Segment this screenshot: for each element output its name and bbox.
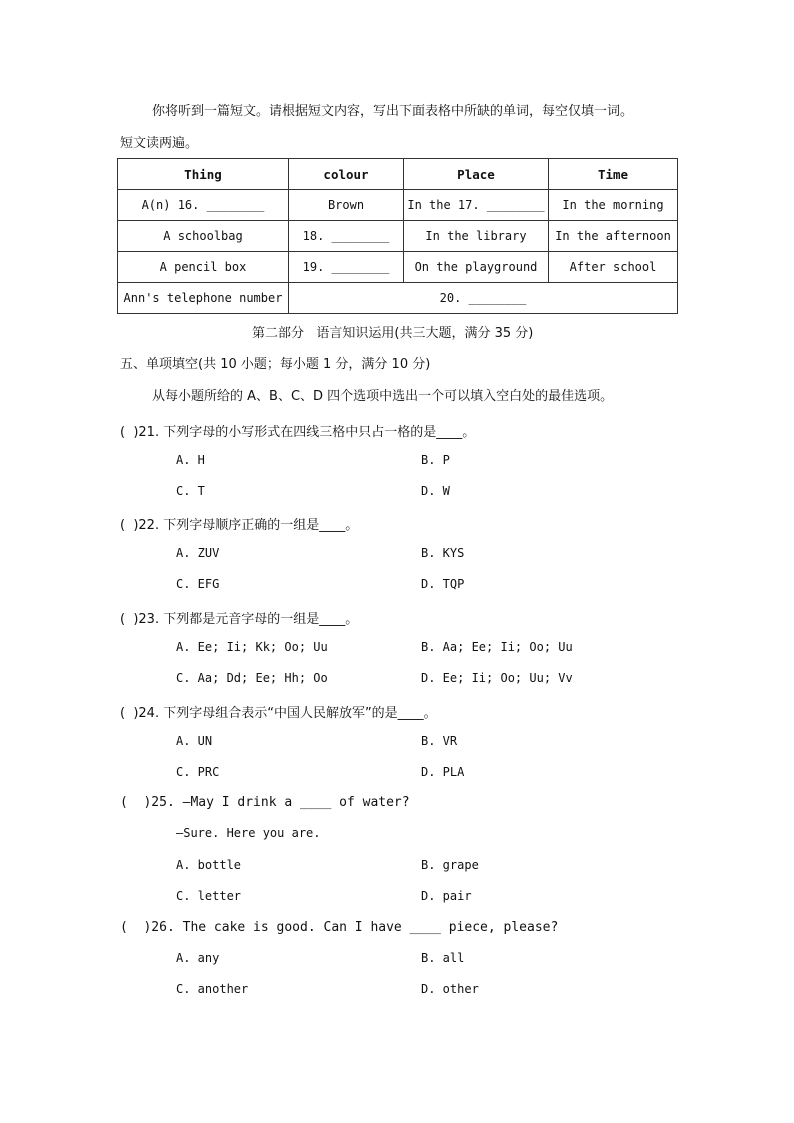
question-21-option-a: A. H bbox=[176, 453, 205, 467]
header-place: Place bbox=[404, 159, 549, 190]
table-cell: A(n) 16. ________ bbox=[118, 190, 289, 221]
table-cell: Brown bbox=[289, 190, 404, 221]
part2-title: 第二部分 语言知识运用(共三大题，满分 35 分) bbox=[252, 326, 534, 341]
question-21-option-c: C. T bbox=[176, 484, 205, 498]
table-cell: In the afternoon bbox=[549, 221, 678, 252]
table-cell: 19. ________ bbox=[289, 252, 404, 283]
question-22-option-c: C. EFG bbox=[176, 577, 220, 591]
section5-title: 五、单项填空(共 10 小题；每小题 1 分，满分 10 分) bbox=[120, 357, 431, 372]
question-21-option-b: B. P bbox=[421, 453, 450, 467]
table-row bbox=[118, 190, 678, 221]
question-26-option-b: B. all bbox=[421, 951, 465, 965]
table-cell: After school bbox=[549, 252, 678, 283]
table-cell-label: Ann's telephone number bbox=[118, 283, 289, 314]
question-26-option-c: C. another bbox=[176, 982, 249, 996]
table-cell: In the morning bbox=[549, 190, 678, 221]
question-22-option-d: D. TQP bbox=[421, 577, 465, 591]
question-25-option-b: B. grape bbox=[421, 858, 479, 872]
question-25-option-d: D. pair bbox=[421, 889, 472, 903]
question-23-stem: ( )23. 下列都是元音字母的一组是____。 bbox=[120, 612, 359, 627]
table-cell: In the 17. ________ bbox=[404, 190, 549, 221]
question-22-stem: ( )22. 下列字母顺序正确的一组是____。 bbox=[120, 518, 359, 533]
question-21-stem: ( )21. 下列字母的小写形式在四线三格中只占一格的是____。 bbox=[120, 425, 476, 440]
question-22-option-b: B. KYS bbox=[421, 546, 465, 560]
intro-line-1: 你将听到一篇短文。请根据短文内容，写出下面表格中所缺的单词，每空仅填一词。 bbox=[152, 104, 634, 119]
section5-instruction: 从每小题所给的 A、B、C、D 四个选项中选出一个可以填入空白处的最佳选项。 bbox=[152, 389, 614, 404]
table-row bbox=[118, 252, 678, 283]
table-cell: On the playground bbox=[404, 252, 549, 283]
question-23-option-d: D. Ee; Ii; Oo; Uu; Vv bbox=[421, 671, 573, 685]
table-header-row bbox=[118, 159, 678, 190]
table-cell: 18. ________ bbox=[289, 221, 404, 252]
header-time: Time bbox=[549, 159, 678, 190]
table-cell: In the library bbox=[404, 221, 549, 252]
question-25-stem: ( )25. —May I drink a ____ of water? bbox=[120, 795, 410, 810]
table-cell: A pencil box bbox=[118, 252, 289, 283]
question-25-option-c: C. letter bbox=[176, 889, 242, 903]
question-22-option-a: A. ZUV bbox=[176, 546, 220, 560]
table-row bbox=[118, 283, 678, 314]
question-25-option-a: A. bottle bbox=[176, 858, 242, 872]
question-24-stem: ( )24. 下列字母组合表示“中国人民解放军”的是____。 bbox=[120, 706, 437, 721]
table-cell-value: 20. ________ bbox=[289, 283, 678, 314]
question-26-option-a: A. any bbox=[176, 951, 220, 965]
header-thing: Thing bbox=[118, 159, 289, 190]
question-24-option-c: C. PRC bbox=[176, 765, 220, 779]
question-25-stem-reply: —Sure. Here you are. bbox=[176, 826, 321, 840]
table-row bbox=[118, 221, 678, 252]
listening-table bbox=[117, 158, 678, 314]
question-26-stem: ( )26. The cake is good. Can I have ____ piece, please? bbox=[120, 920, 559, 935]
question-24-option-a: A. UN bbox=[176, 734, 213, 748]
question-23-option-c: C. Aa; Dd; Ee; Hh; Oo bbox=[176, 671, 328, 685]
intro-line-2: 短文读两遍。 bbox=[120, 136, 199, 151]
question-26-option-d: D. other bbox=[421, 982, 479, 996]
question-24-option-b: B. VR bbox=[421, 734, 458, 748]
question-21-option-d: D. W bbox=[421, 484, 450, 498]
question-23-option-b: B. Aa; Ee; Ii; Oo; Uu bbox=[421, 640, 573, 654]
question-23-option-a: A. Ee; Ii; Kk; Oo; Uu bbox=[176, 640, 328, 654]
header-colour: colour bbox=[289, 159, 404, 190]
question-24-option-d: D. PLA bbox=[421, 765, 465, 779]
table-cell: A schoolbag bbox=[118, 221, 289, 252]
